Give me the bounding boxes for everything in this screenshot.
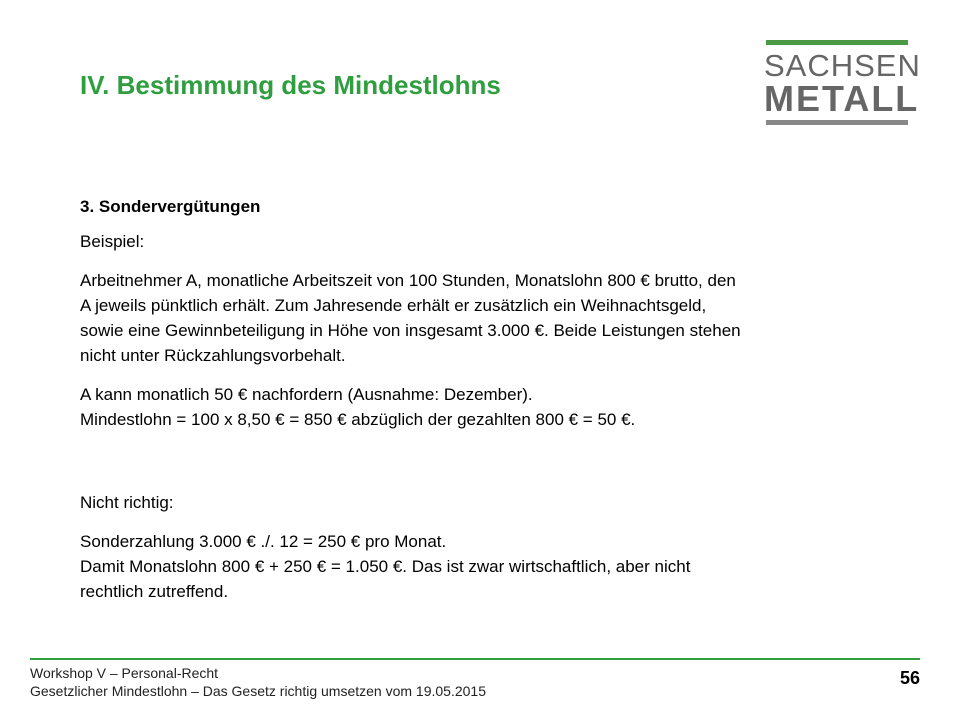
incorrect-label: Nicht richtig: <box>80 493 174 512</box>
logo-top-bar <box>766 40 908 45</box>
footer-divider <box>30 658 920 660</box>
incorrect-line-1: Sonderzahlung 3.000 € ./. 12 = 250 € pro Monat. <box>80 532 447 551</box>
example-paragraph <box>80 268 920 368</box>
logo-text-metall: METALL <box>764 78 920 119</box>
footer <box>30 664 486 700</box>
footer-line-1: Workshop V – Personal-Recht <box>30 665 219 681</box>
section-heading: 3. Sondervergütungen <box>80 197 261 216</box>
example-line-1: Arbeitnehmer A, monatliche Arbeitszeit von 100 Stunden, Monatslohn 800 € brutto, den <box>80 271 736 290</box>
footer-line-2: Gesetzlicher Mindestlohn – Das Gesetz richtig umsetzen vom 19.05.2015 <box>30 683 487 699</box>
example-line-2: A jeweils pünktlich erhält. Zum Jahresende erhält er zusätzlich ein Weihnachtsgeld, <box>80 296 707 315</box>
sachsenmetall-logo <box>762 40 921 130</box>
incorrect-paragraph <box>80 529 920 604</box>
slide-title: IV. Bestimmung des Mindestlohns <box>80 70 501 100</box>
incorrect-line-3: rechtlich zutreffend. <box>80 582 229 601</box>
claim-paragraph <box>80 382 920 432</box>
example-line-4: nicht unter Rückzahlungsvorbehalt. <box>80 346 346 365</box>
claim-line-2: Mindestlohn = 100 x 8,50 € = 850 € abzüglich der gezahlten 800 € = 50 €. <box>80 410 636 429</box>
logo-bottom-bar <box>766 120 908 125</box>
page-number: 56 <box>899 668 920 688</box>
example-label: Beispiel: <box>80 232 145 251</box>
slide-content <box>80 194 920 604</box>
incorrect-line-2: Damit Monatslohn 800 € + 250 € = 1.050 €. Das ist zwar wirtschaftlich, aber nicht <box>80 557 691 576</box>
example-line-3: sowie eine Gewinnbeteiligung in Höhe von insgesamt 3.000 €. Beide Leistungen stehen <box>80 321 741 340</box>
logo-text-sachsen: SACHSEN <box>764 48 921 83</box>
claim-line-1: A kann monatlich 50 € nachfordern (Ausnahme: Dezember). <box>80 385 533 404</box>
